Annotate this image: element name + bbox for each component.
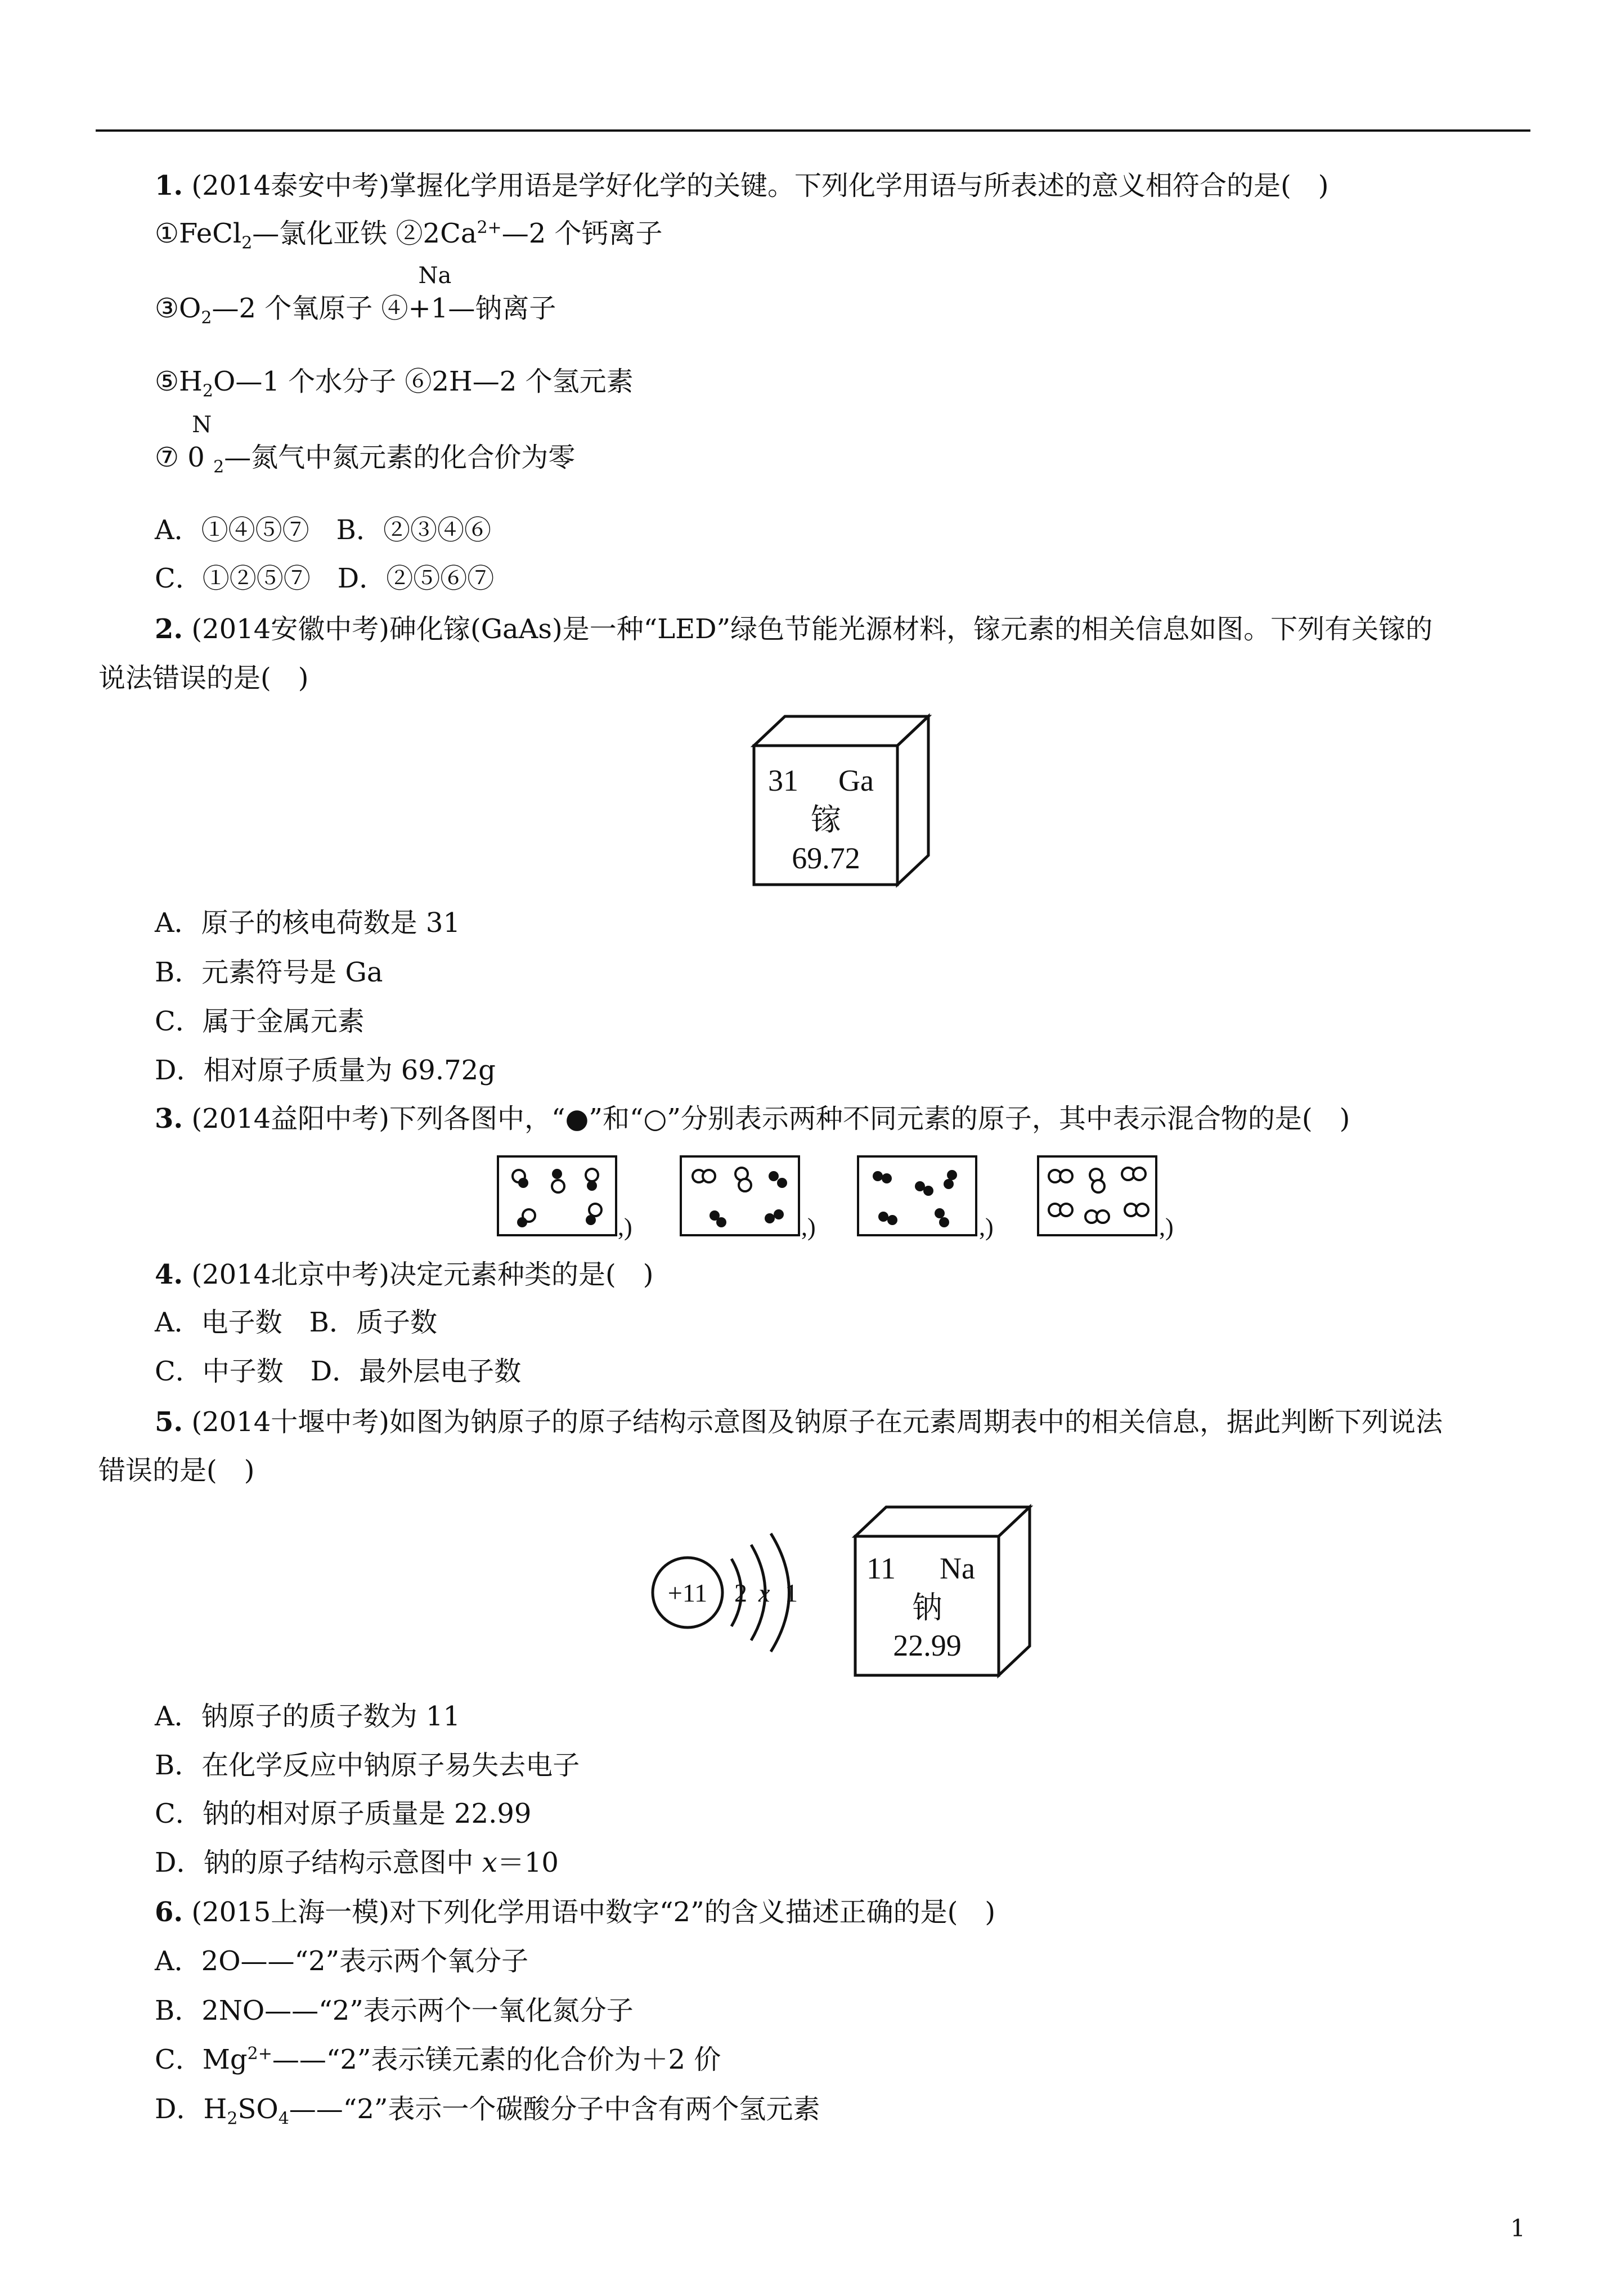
nucleus-charge: +11 — [667, 1578, 708, 1607]
q5-stem-cont: 错误的是( ) — [98, 1455, 255, 1486]
ga-name: 镓 — [811, 803, 841, 837]
q2-option-a: A．原子的核电荷数是 31 — [155, 907, 461, 939]
sodium-atom-structure-diagram — [647, 1519, 816, 1649]
q1-number: 1. — [155, 170, 183, 201]
q4-stem: 4. (2014北京中考)决定元素种类的是( ) — [155, 1259, 654, 1290]
q2-option-d: D．相对原子质量为 69.72g — [155, 1055, 496, 1086]
q5-stem: 5. (2014十堰中考)如图为钠原子的原子结构示意图及钠原子在元素周期表中的相关信息，据此判断下列说法 — [155, 1406, 1443, 1438]
q3-diagram-3 — [858, 1156, 976, 1235]
q1-line1: ①FeCl$_2$—氯化亚铁 $②2Ca^{2+}—2$ 个钙离子 — [155, 218, 663, 253]
q3-sep-2: ,) — [801, 1213, 816, 1241]
na-atomic-number: 11 — [866, 1551, 896, 1585]
q5-option-c: C．钠的相对原子质量是 22.99 — [155, 1798, 532, 1829]
q6-option-c: C．$Mg^{2+}——“2$”表示镁元素的化合价为＋2 价 — [155, 2044, 721, 2075]
q1-options-cd: C．①②⑤⑦ D．②⑤⑥⑦ — [155, 563, 495, 594]
q2-option-c: C．属于金属元素 — [155, 1006, 365, 1037]
q2-option-b: B．元素符号是 Ga — [155, 957, 383, 988]
q4-options-ab: A．电子数 B．质子数 — [155, 1307, 437, 1338]
q3-diagram-2 — [681, 1156, 799, 1235]
q3-diagram-1 — [498, 1156, 616, 1235]
shell-3-electrons: 1 — [785, 1578, 798, 1607]
q2-stem-cont: 说法错误的是( ) — [98, 662, 309, 694]
q3-sep-3: ,) — [979, 1213, 994, 1241]
q1-options-ab: A．①④⑤⑦ B．②③④⑥ — [155, 514, 491, 546]
q1-valence-n: N 0 — [187, 412, 212, 473]
q1-line2: $③O_2—2$ 个氧原子 ④ Na +1—钠离子 — [155, 263, 556, 328]
ga-symbol: Ga — [838, 764, 874, 797]
q2-stem: 2. (2014安徽中考)砷化镓(GaAs)是一种“LED”绿色节能光源材料，镓元素的相关信息如图。下列有关镓的 — [155, 613, 1433, 645]
shell-2-electrons: x — [758, 1578, 770, 1607]
na-name: 钠 — [912, 1591, 942, 1625]
ga-mass: 69.72 — [792, 841, 860, 875]
q6-stem: 6. (2015上海一模)对下列化学用语中数字“2”的含义描述正确的是( ) — [155, 1896, 996, 1928]
header-rule — [96, 129, 1530, 132]
q1-line4: ⑦ N 0 $_2$—氮气中氮元素的化合价为零 — [155, 412, 576, 477]
q1-valence-na: Na +1 — [408, 263, 452, 324]
q5-option-d: D．钠的原子结构示意图中 x＝10 — [155, 1847, 559, 1878]
shell-1-electrons: 2 — [734, 1578, 747, 1607]
gallium-element-card — [748, 712, 934, 892]
ga-atomic-number: 31 — [768, 764, 798, 797]
q1-stem — [155, 169, 1328, 203]
q3-stem: 3. (2014益阳中考)下列各图中，“●”和“○”分别表示两种不同元素的原子，其中表示混合物的是( ) — [155, 1103, 1350, 1134]
q5-option-a: A．钠原子的质子数为 11 — [155, 1701, 461, 1732]
na-symbol: Na — [940, 1551, 975, 1585]
q3-sep-4: ,) — [1159, 1213, 1174, 1241]
q6-option-b: B．2NO——“2”表示两个一氧化氮分子 — [155, 1995, 634, 2026]
q6-option-d: D．$H_2SO_4——“2$”表示一个碳酸分子中含有两个氢元素 — [155, 2093, 820, 2129]
q5-option-b: B．在化学反应中钠原子易失去电子 — [155, 1750, 580, 1781]
q4-options-cd: C．中子数 D．最外层电子数 — [155, 1356, 522, 1387]
sodium-element-card — [850, 1503, 1035, 1683]
q1-line3: $⑤H_2O—1$ 个水分子 ⑥2H—2 个氢元素 — [155, 366, 634, 401]
q3-diagram-4 — [1038, 1156, 1156, 1235]
page-number: 1 — [1510, 2214, 1525, 2242]
q1-text: (2014泰安中考)掌握化学用语是学好化学的关键。下列化学用语与所表述的意义相符合的是( ) — [191, 170, 1329, 201]
q3-sep-1: ,) — [618, 1213, 632, 1241]
na-mass: 22.99 — [893, 1629, 962, 1662]
q6-option-a: A．2O——“2”表示两个氧分子 — [155, 1945, 529, 1977]
q3-particle-diagrams — [495, 1154, 1187, 1261]
